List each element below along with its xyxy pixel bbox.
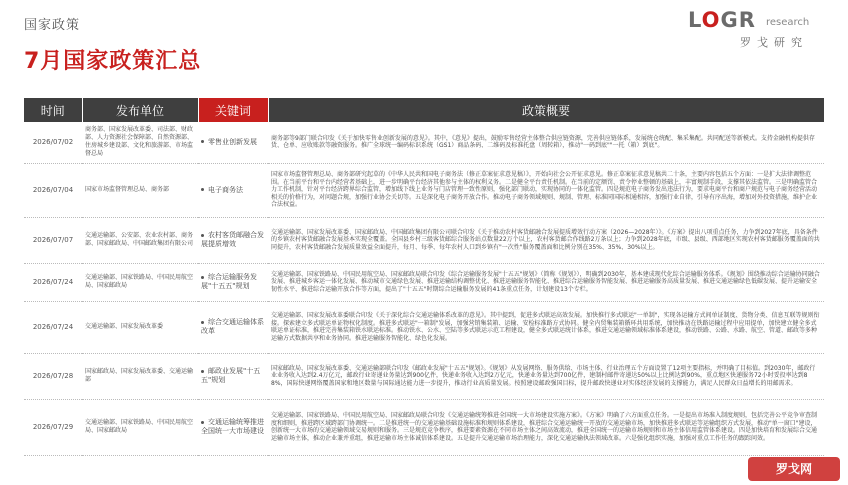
bullet-icon bbox=[201, 140, 204, 143]
row-summary: 交通运输部、国家铁路局、中国民用航空局、国家邮政局联合印发《交通运输统筹推进全国统一大市场建设实施方案》。《方案》明确了六方面重点任务。一是提出市场准入制度规则，包括完善公平竞争审查制度和细则，推进跨区域跨部门协调统一。二是推进统一的交通运输基础设施标准和规则体系建设，推进综合交通运输统一开放的交通运输市场，加快推进多式联运等运输组织方式发展，推动"单一窗口"建设，创新统一大市场的交通运输领域交易规则和服务。三是规范竞争秩序，推进要素资源在不同市场主体之间高效流动，推进全国统一的运输市场规则和市场主体信用监管体系建设。四是加快培育和发展综合交通运输市场主体，推动企业兼并重组，推进运输市场主体诚信体系建设。五是提升交通运输市场治理能力，深化交通运输执法领域改革。六是强化组织实施，加强对重点工作任务的跟踪问效。 bbox=[268, 399, 824, 455]
table-row bbox=[24, 122, 824, 163]
policy-table-wrapper bbox=[24, 98, 824, 456]
logo-main-text: LOGR bbox=[688, 8, 756, 32]
bullet-icon bbox=[201, 276, 204, 279]
row-issuer: 交通运输部、国家发展改革委 bbox=[82, 301, 198, 353]
row-keyword: 农村客货邮融合发展提质增效 bbox=[201, 231, 264, 248]
column-header-summary: 政策概要 bbox=[268, 98, 824, 122]
bullet-icon bbox=[201, 370, 204, 373]
bullet-icon bbox=[201, 234, 204, 237]
row-issuer: 交通运输部、国家铁路局、中国民用航空局、国家邮政局 bbox=[82, 263, 198, 301]
column-header-keyword: 关键词 bbox=[198, 98, 268, 122]
logo-cn-text: 罗戈研究 bbox=[740, 36, 808, 49]
table-row bbox=[24, 301, 824, 353]
row-date: 2026/07/29 bbox=[24, 399, 82, 455]
row-keyword: 电子商务法 bbox=[208, 185, 243, 194]
table-row bbox=[24, 353, 824, 399]
bullet-icon bbox=[201, 321, 204, 324]
row-summary: 国家邮政局、国家发展改革委、交通运输部联合印发《邮政业发展"十五五"规划》。《规划》从发展网络、服务供给、市场主体、行业治理五个方面设置了12项主要指标，并明确了目标值。到2030年，邮政行业业务收入达到2.4万亿元，邮政行业寄递业务量达到900亿件，快递业务收入达到2万亿元，快递业务量达到700亿件，建制村邮件寄递达50%以上比例达到90%，重点地区快递服务72小时妥投率达到88%，国际快递网络覆盖国家和地区数量与国际通达能力进一步提升，推动行业高质量发展。按照建设邮政强国目标，提升邮政快递业对实体经济发展的支撑能力，满足人民群众日益增长的用邮需求。 bbox=[268, 353, 824, 399]
logr-logo bbox=[688, 8, 838, 52]
row-keyword-cell bbox=[198, 399, 268, 455]
row-keyword-cell bbox=[198, 163, 268, 217]
row-date: 2026/07/07 bbox=[24, 217, 82, 263]
table-row bbox=[24, 163, 824, 217]
row-keyword: 综合交通运输体系改革 bbox=[201, 318, 264, 335]
row-summary: 交通运输部、国家发展改革委联合印发《关于深化综合交通运输体系改革的意见》。其中提到，促进多式联运高效发展。加快推行多式联运"一单制"，实现各运输方式间单证制度、货物分类、信息互联等规则衔接。探索建立多式联运单证物权化制度。推进多式联运"一箱制"发展，加强营销集装箱、运输、安检标准路方式协同。健全内贸集装箱循环共用系统，加快推动在铁路运输过程中应用提单，加快建立健全多式联运单证标准，推进完善集装箱铁水联运标准。推动铁水、公水、空陆等多式联运示范工程建设，健全多式联运统计体系，推进交通运输领域标准体系建设，推动铁路、公路、水路、航空、管道、邮政等多种运输方式数据共享和业务协同。推进运输服务智能化、绿色化发展。 bbox=[268, 301, 824, 353]
row-issuer: 国家邮政局、国家发展改革委、交通运输部 bbox=[82, 353, 198, 399]
row-date: 2026/07/04 bbox=[24, 163, 82, 217]
logo-sub-text: research bbox=[766, 17, 810, 28]
row-summary: 国家市场监督管理总局、商务部研究起草的《中华人民共和国电子商务法（修正草案征求意见稿）》，开始向社会公开征求意见。修正草案征求意见稿共二十条，主要内容包括五个方面：一是扩大法律调整范围。在当前平台和平台内经营者基础上，进一步明确平台经济其他参与主体的权利义务。二是健全平台责任机制。在当前的定额罚、责令停业整顿的基础上，丰富规制手段，支撑其依法监管。三是明确监管合力工作机制，针对平台经济跨界综合监管，增加线下线上业务与门店管理一致性原则，强化部门联动，实现协同的一体化监管。四是规范电子商务发出违法行为，要求电商平台和商户规范与电子商务经营活动相关的价格行为，对问题合规，加强行业协会关切等。五是深化电子商务开放合作。推动电子商务领域规则、规制、管理、标准同国际相通相容，加强行业自律，引导有序出海，增加对外投资措施，维护企业合法权益。 bbox=[268, 163, 824, 217]
row-issuer: 交通运输部、公安部、农业农村部、商务部、国家邮政局、中国邮政集团有限公司 bbox=[82, 217, 198, 263]
row-issuer: 商务部、国家发展改革委、司法部、财政部、人力资源社会保障部、自然资源部、住房城乡建设部、文化和旅游部、市场监督总局 bbox=[82, 122, 198, 163]
row-date: 2026/07/24 bbox=[24, 301, 82, 353]
row-keyword-cell bbox=[198, 301, 268, 353]
row-keyword: 邮政业发展"十五五"规划 bbox=[201, 367, 261, 384]
table-header-row bbox=[24, 98, 824, 122]
row-keyword-cell bbox=[198, 353, 268, 399]
policy-table bbox=[24, 98, 825, 456]
bullet-icon bbox=[201, 188, 204, 191]
row-keyword-cell bbox=[198, 263, 268, 301]
column-header-issuer: 发布单位 bbox=[82, 98, 198, 122]
section-label: 国家政策 bbox=[24, 18, 81, 33]
row-keyword: 综合运输服务发展"十五五"规划 bbox=[201, 273, 257, 290]
row-date: 2026/07/28 bbox=[24, 353, 82, 399]
bullet-icon bbox=[201, 421, 204, 424]
row-issuer: 交通运输部、国家铁路局、中国民用航空局、国家邮政局 bbox=[82, 399, 198, 455]
table-row bbox=[24, 399, 824, 455]
row-issuer: 国家市场监督管理总局、商务部 bbox=[82, 163, 198, 217]
column-header-date: 时间 bbox=[24, 98, 82, 122]
row-summary: 交通运输部、国家铁路局、中国民用航空局、国家邮政局联合印发《综合运输服务发展"十五五"规划》（简称《规划》），明确到2030年，基本建成现代化综合运输服务体系。《规划》围绕推动综合运输协同融合发展、推进城乡客运一体化发展、推动城市交通绿色发展、推进运输结构调整优化、推进运输服务智能化、推进综合运输服务智能发展、推进运输服务高质量发展、推进交通运输绿色低碳发展、提升运输安全韧性水平、推进综合运输开放合作等方面，提出了"十五五"时期综合运输服务发展的41条重点任务，计划建设13个专栏。 bbox=[268, 263, 824, 301]
row-keyword: 交通运输统筹推进全国统一大市场建设 bbox=[201, 418, 264, 435]
row-date: 2026/07/02 bbox=[24, 122, 82, 163]
row-keyword-cell bbox=[198, 217, 268, 263]
table-row bbox=[24, 217, 824, 263]
row-date: 2026/07/24 bbox=[24, 263, 82, 301]
page-title: 7月国家政策汇总 bbox=[24, 49, 202, 74]
row-keyword: 零售业创新发展 bbox=[208, 137, 257, 146]
row-summary: 交通运输部、国家发展改革委、国家邮政局、中国邮政集团有限公司联合印发《关于推动农村客货邮融合发展提质增效行动方案（2026—2028年）》。《方案》提出八项重点任务，力争到2027年底，具备条件的乡镇农村客货邮融合发展基本实现全覆盖。全国县乡村三级客货邮综合服务站点数量22万个以上，农村客货邮合作线路2万条以上；力争到2028年底，市级、县级、西部地区实现农村客货邮服务覆盖面的共同提升，农村客货邮融合发展质量效益全面提升，每月、每季、每年农村人口到乡镇有"一次性"服务覆盖面和比例分别在35%、35%、30%以上。 bbox=[268, 217, 824, 263]
watermark-logo: 罗戈网 bbox=[748, 457, 840, 481]
table-row bbox=[24, 263, 824, 301]
row-summary: 商务部等9部门联合印发《关于加快零售业创新发展的意见》。其中，《意见》提出，鼓励零售经营主体整合供应链资源，完善供应链体系，发展统仓统配、集采集配。共同配送等新模式。支持金融机构提供存货、仓单、应收账款等融资服务。推广全球统一编码标识系统（GS1）商品条码、二维码及标准托盘（周转箱），推动"一码到底""一托（箱）到底"。 bbox=[268, 122, 824, 163]
row-keyword-cell bbox=[198, 122, 268, 163]
